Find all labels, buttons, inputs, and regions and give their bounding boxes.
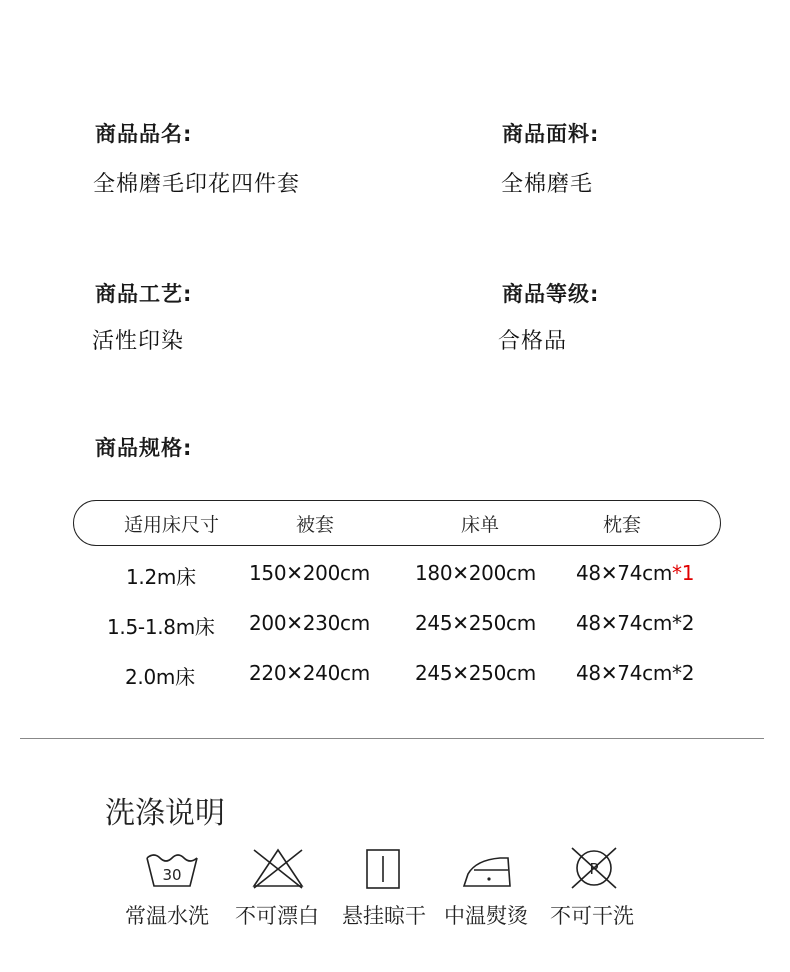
table-row-2-bed: 1.5-1.8m床: [107, 615, 215, 639]
product-spec-label: 商品规格:: [95, 436, 193, 460]
wash-label-2: 不可漂白: [235, 904, 319, 928]
product-fabric-value: 全棉磨毛: [501, 172, 594, 197]
section-divider: [20, 738, 764, 739]
table-row-1-pillow: [576, 561, 694, 585]
product-name-label: 商品品名:: [95, 122, 193, 146]
table-row-1-sheet: 180✕200cm: [415, 561, 536, 585]
wash-title: 洗涤说明: [105, 796, 225, 831]
product-craft-value: 活性印染: [92, 329, 185, 354]
table-row-1-bed: 1.2m床: [126, 565, 196, 589]
header-pillowcase: 枕套: [603, 514, 642, 536]
header-bed-size: 适用床尺寸: [124, 514, 220, 536]
dry-clean-letter: P: [589, 860, 599, 878]
table-row-3-sheet: 245✕250cm: [415, 661, 536, 685]
table-row-2-sheet: 245✕250cm: [415, 611, 536, 635]
product-grade-label: 商品等级:: [502, 282, 600, 306]
table-row-3-pillow: 48✕74cm*2: [576, 661, 695, 685]
product-name-value: 全棉磨毛印花四件套: [93, 172, 301, 197]
pillow-size: 48✕74cm: [576, 561, 673, 585]
header-bed-sheet: 床单: [461, 514, 500, 536]
wash-label-4: 中温熨烫: [444, 904, 528, 928]
wash-label-3: 悬挂晾干: [342, 904, 426, 928]
no-dry-clean-icon: [566, 846, 622, 890]
table-row-3-bed: 2.0m床: [125, 665, 195, 689]
table-row-2-pillow: 48✕74cm*2: [576, 611, 695, 635]
wash-temp-text: 30: [162, 866, 182, 884]
table-row-1-duvet: 150✕200cm: [249, 561, 370, 585]
hang-dry-icon: [355, 846, 411, 890]
wash-label-5: 不可干洗: [550, 904, 634, 928]
table-row-3-duvet: 220✕240cm: [249, 661, 370, 685]
no-bleach-icon: [250, 846, 306, 890]
pillow-qty-red: *1: [672, 561, 695, 585]
wash-label-1: 常温水洗: [125, 904, 209, 928]
product-craft-label: 商品工艺:: [95, 282, 193, 306]
product-grade-value: 合格品: [498, 329, 568, 354]
table-row-2-duvet: 200✕230cm: [249, 611, 370, 635]
header-duvet-cover: 被套: [296, 514, 335, 536]
iron-medium-icon: [460, 846, 516, 890]
wash-30-icon: [144, 846, 200, 890]
product-fabric-label: 商品面料:: [502, 122, 600, 146]
